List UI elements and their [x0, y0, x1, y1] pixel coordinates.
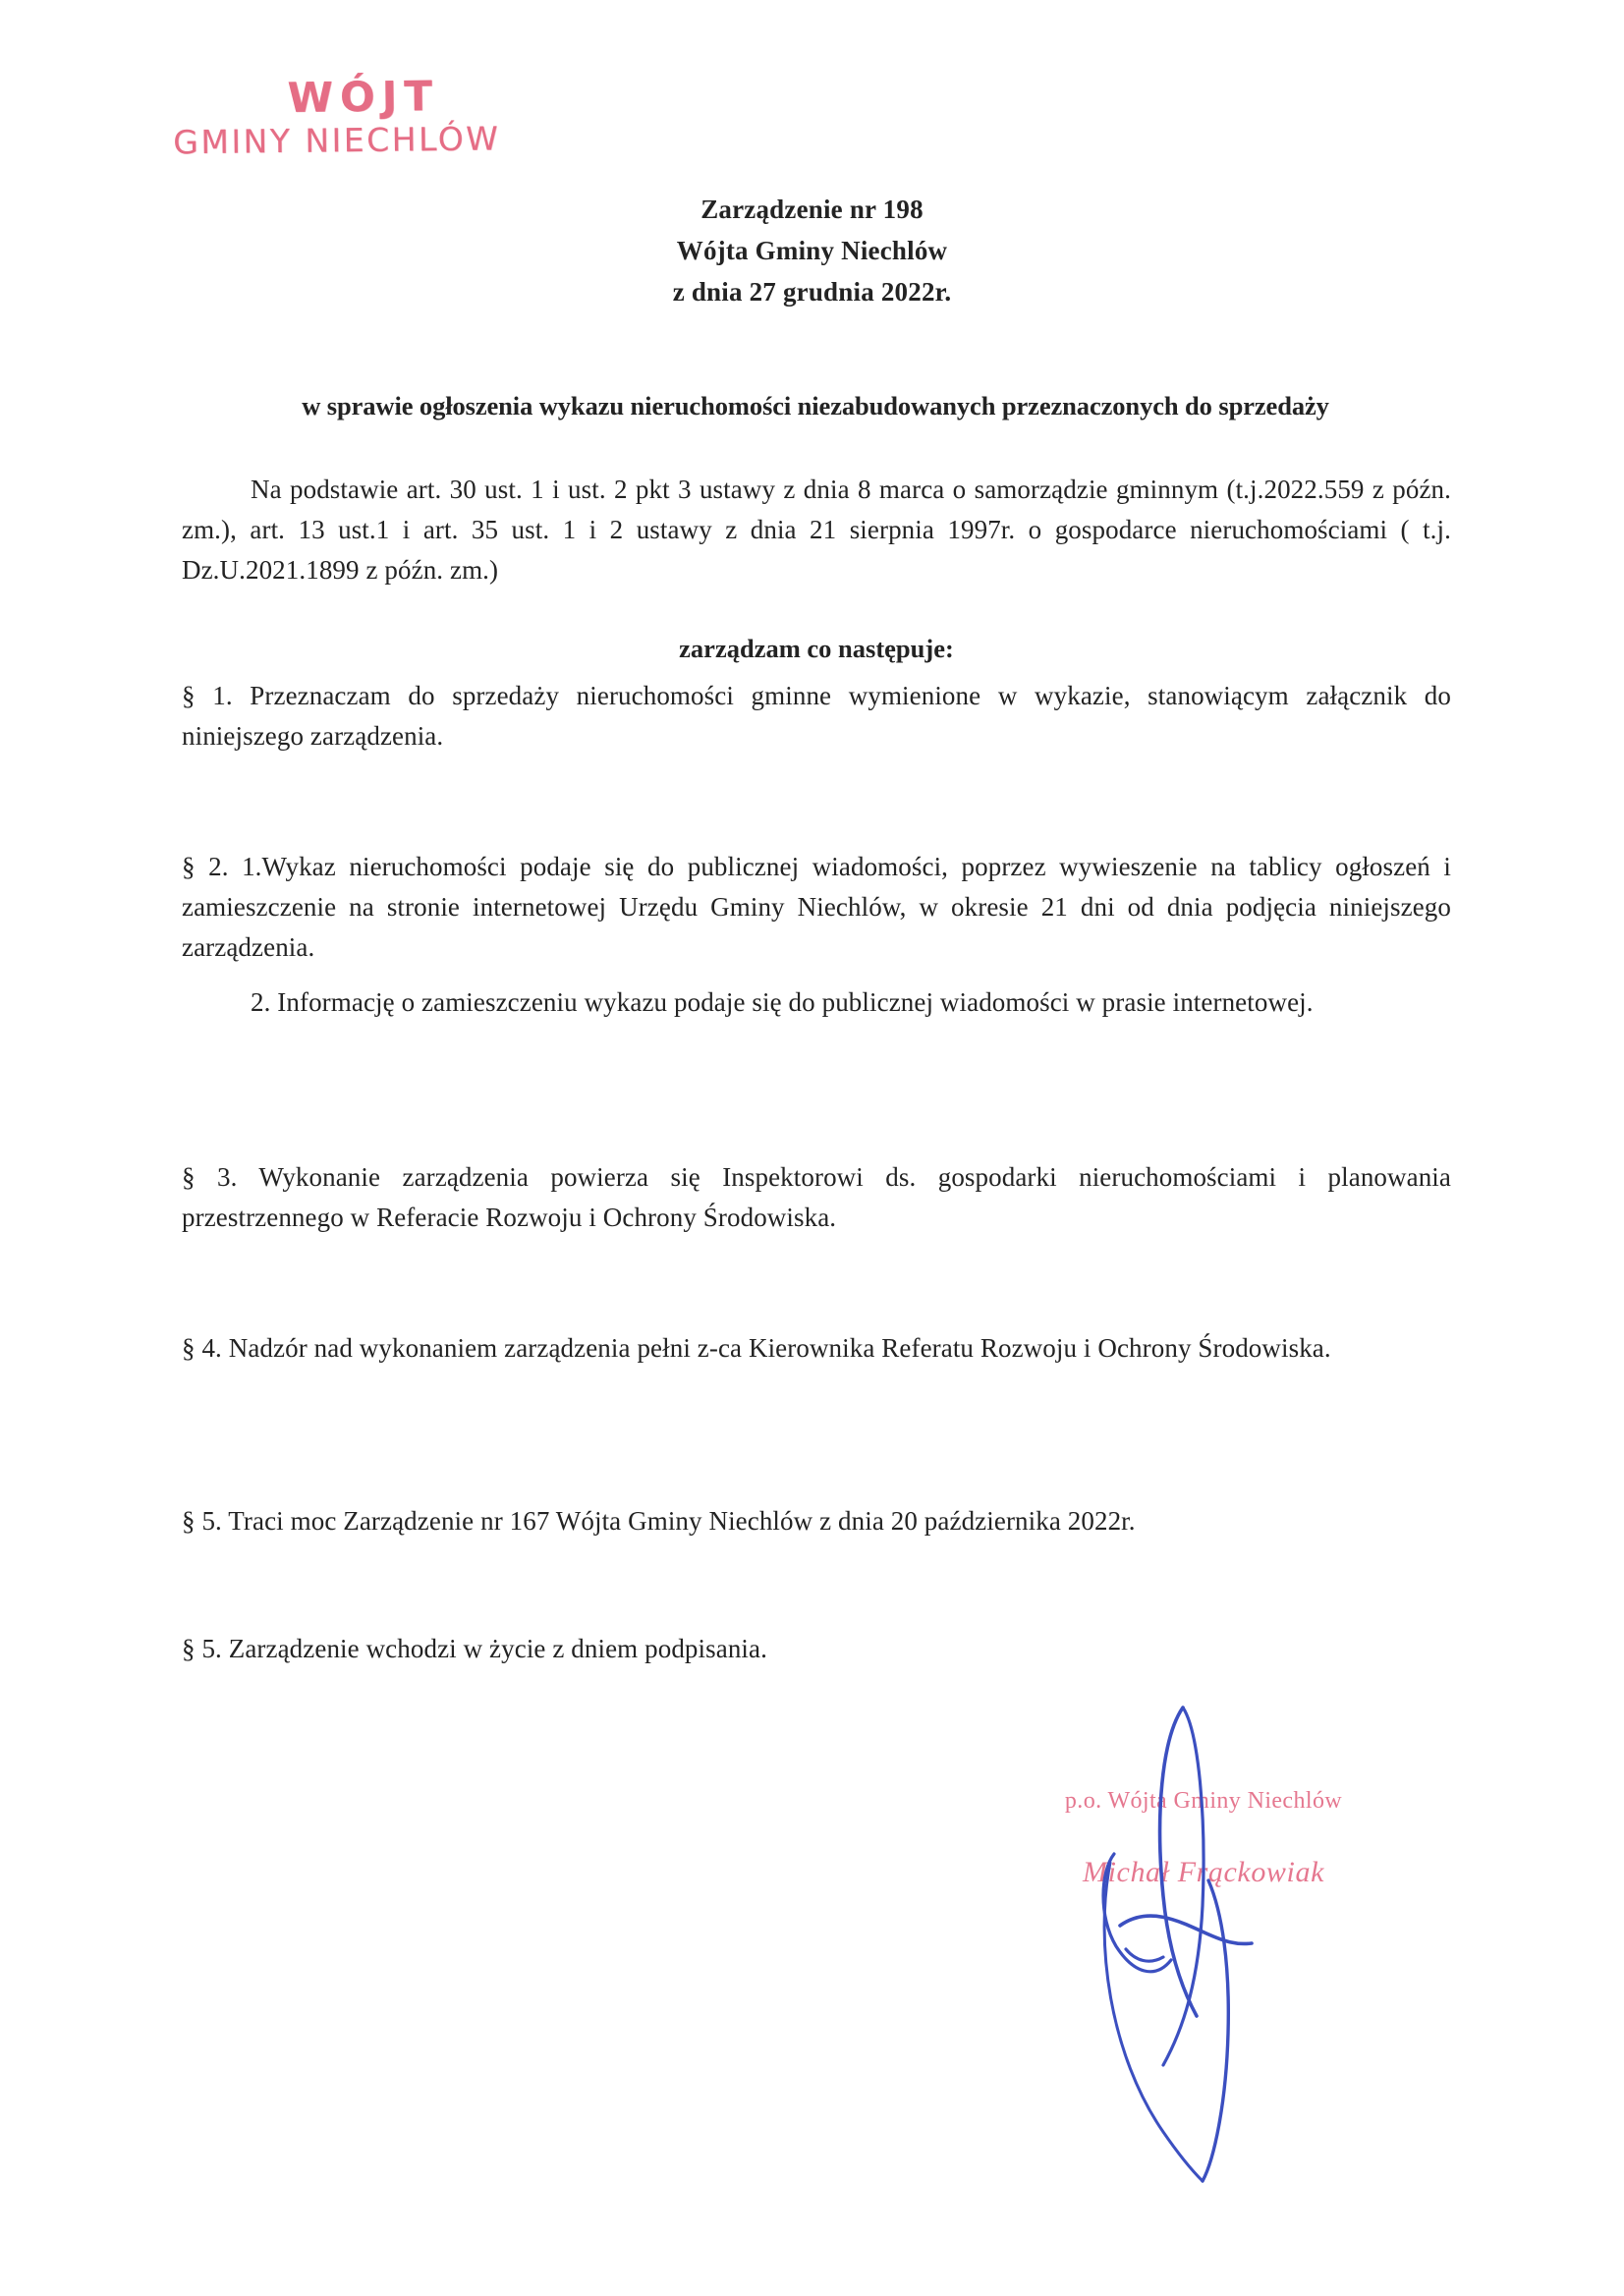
- signature-stamp: [1046, 1788, 1361, 1889]
- title-line-number: Zarządzenie nr 198: [700, 195, 924, 224]
- title-line-date: z dnia 27 grudnia 2022r.: [672, 277, 952, 308]
- section-5-entry-into-force: § 5. Zarządzenie wchodzi w życie z dniem podpisania.: [182, 1634, 767, 1663]
- signature-name: Michał Frąckowiak: [1083, 1856, 1324, 1888]
- section-5-repeal: § 5. Traci moc Zarządzenie nr 167 Wójta Gminy Niechlów z dnia 20 października 2022r.: [182, 1506, 1136, 1536]
- paragraph-legal-basis: Na podstawie art. 30 ust. 1 i ust. 2 pkt 3 ustawy z dnia 8 marca o samorządzie gminnym (t.j.2022.559 z późn. zm.), art. 13 ust.1 i art. 35 ust. 1 i 2 ustawy z dnia 21 sierpnia 1997r. o gospodarce nieruchomościami ( t.j. Dz.U.2021.1899 z późn. zm.): [182, 475, 1451, 586]
- handwritten-signature-icon: [1081, 1670, 1405, 2191]
- section-2-2: 2. Informację o zamieszczeniu wykazu podaje się do publicznej wiadomości w prasie internetowej.: [251, 987, 1314, 1017]
- orders-heading: zarządzam co następuje:: [679, 634, 954, 663]
- section-3: § 3. Wykonanie zarządzenia powierza się Inspektorowi ds. gospodarki nieruchomościami i planowania przestrzennego w Referacie Rozwoju i Ochrony Środowiska.: [182, 1162, 1451, 1233]
- section-2-1: § 2. 1.Wykaz nieruchomości podaje się do publicznej wiadomości, poprzez wywieszenie na tablicy ogłoszeń i zamieszczenie na stronie internetowej Urzędu Gminy Niechlów, w okresie 21 dni od dnia podjęcia niniejszego zarządzenia.: [182, 852, 1451, 963]
- section-1: § 1. Przeznaczam do sprzedaży nieruchomości gminne wymienione w wykazie, stanowiącym załącznik do niniejszego zarządzenia.: [182, 681, 1451, 752]
- title-line-authority: Wójta Gminy Niechlów: [676, 236, 948, 266]
- section-4: § 4. Nadzór nad wykonaniem zarządzenia pełni z-ca Kierownika Referatu Rozwoju i Ochrony Środowiska.: [182, 1333, 1331, 1363]
- document-title: [0, 189, 1624, 312]
- stamp-line-gmina: GMINY NIECHLÓW: [173, 119, 501, 162]
- signature-role: p.o. Wójta Gminy Niechlów: [1064, 1788, 1343, 1814]
- stamp-line-wojt: WÓJT: [287, 72, 440, 122]
- document-subject: w sprawie ogłoszenia wykazu nieruchomości niezabudowanych przeznaczonych do sprzedaży: [302, 391, 1329, 420]
- office-stamp: [173, 72, 526, 162]
